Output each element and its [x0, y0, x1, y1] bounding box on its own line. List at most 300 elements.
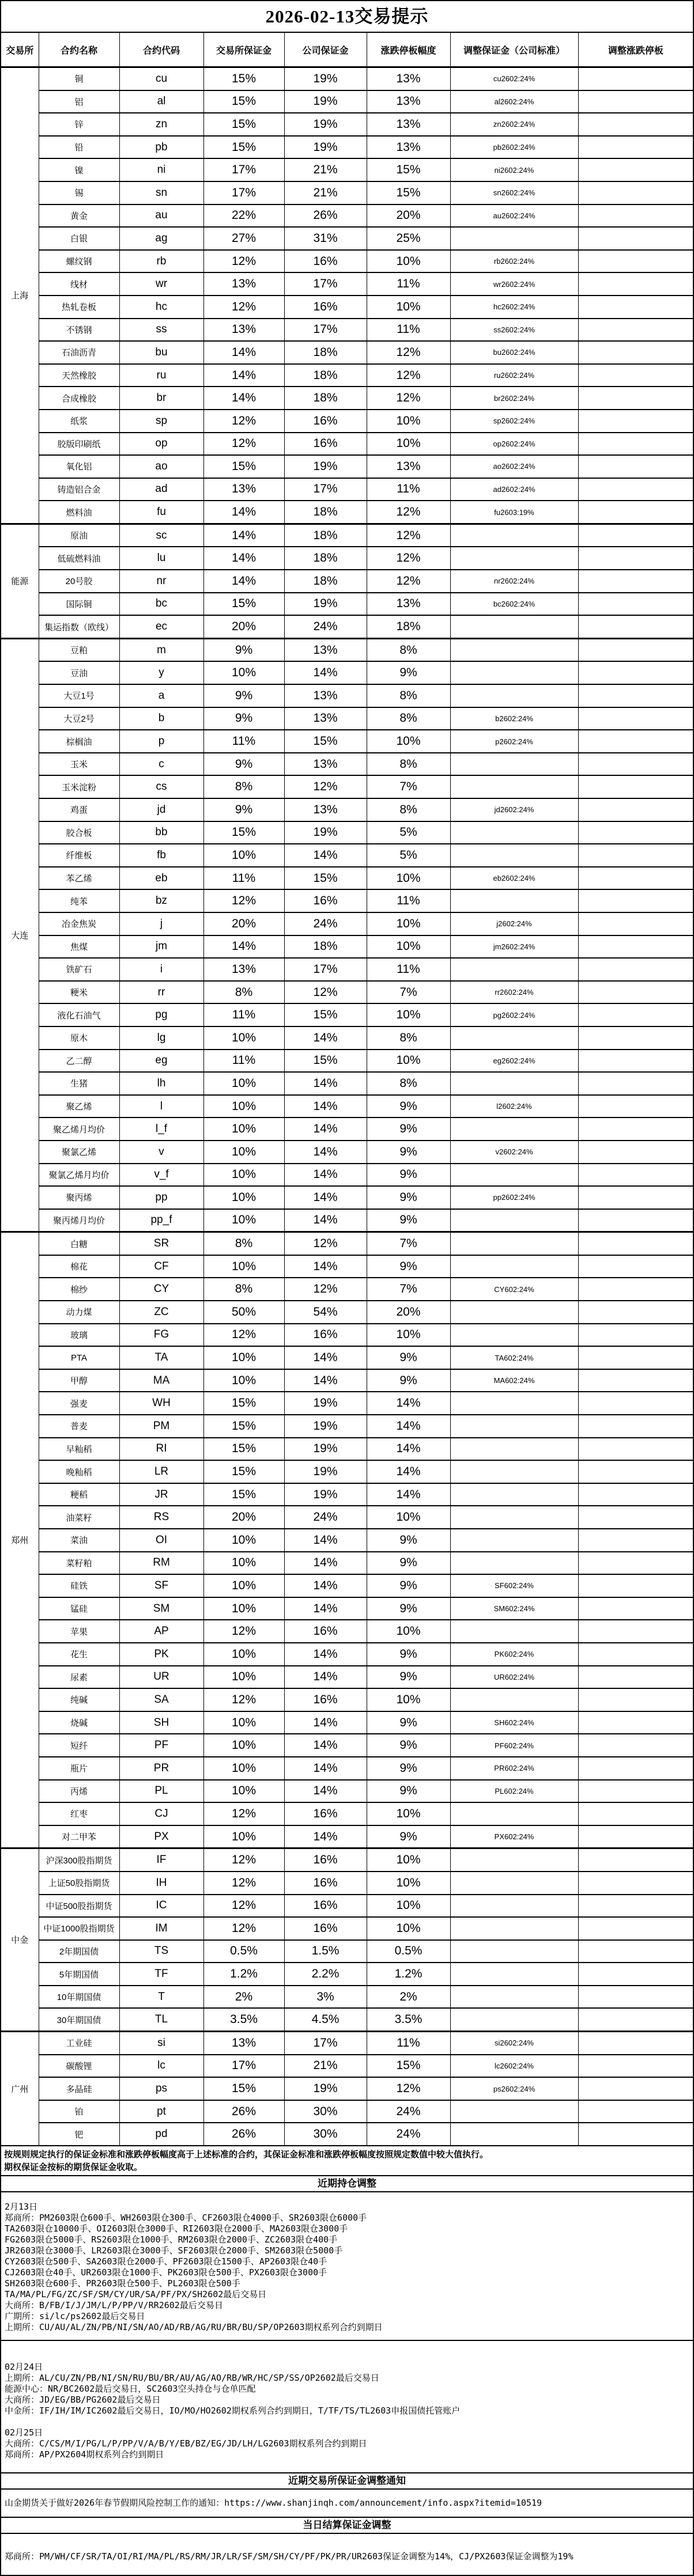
- company-margin: 16%: [284, 1917, 367, 1940]
- table-row: [1, 1324, 693, 1347]
- note-line: 大商所：JD/EG/BB/PG2602最后交易日: [5, 2395, 161, 2405]
- adjusted-margin: UR602:24%: [450, 1666, 578, 1689]
- table-row: [1, 341, 693, 364]
- exchange-margin: 12%: [203, 433, 284, 456]
- adjusted-price-limit: [578, 1186, 693, 1209]
- adjusted-margin: PF602:24%: [450, 1734, 578, 1757]
- contract-name: 玉米: [39, 753, 119, 776]
- contract-code: cu: [119, 67, 203, 90]
- price-limit: 10%: [367, 1848, 450, 1872]
- table-row: [1, 364, 693, 387]
- company-margin: 14%: [284, 1780, 367, 1803]
- price-limit: 9%: [367, 1529, 450, 1552]
- contract-code: sp: [119, 410, 203, 433]
- exchange-margin: 10%: [203, 1346, 284, 1369]
- adjusted-margin: [450, 775, 578, 798]
- table-row: [1, 1095, 693, 1118]
- contract-name: 乙二醇: [39, 1050, 119, 1073]
- note-line: FG2603限仓5000手、RS2603限仓1000手、RM2603限仓2000手、ZC2603限仓400手: [5, 2234, 338, 2245]
- table-row: [1, 1003, 693, 1026]
- price-limit: 14%: [367, 1415, 450, 1438]
- contract-name: 中证1000股指期货: [39, 1917, 119, 1940]
- adjusted-margin: [450, 2008, 578, 2031]
- note-line: JR2603限仓3000手、LR2603限仓3000手、SF2603限仓2000手、SM2603限仓5000手: [5, 2245, 343, 2256]
- adjusted-price-limit: [578, 2123, 693, 2146]
- table-row: [1, 1529, 693, 1552]
- contract-code: SM: [119, 1597, 203, 1620]
- contract-code: PL: [119, 1780, 203, 1803]
- price-limit: 5%: [367, 844, 450, 867]
- contract-name: 热轧卷板: [39, 296, 119, 319]
- exchange-label: 郑州: [1, 1232, 39, 1848]
- price-limit: 13%: [367, 67, 450, 90]
- contract-code: eg: [119, 1050, 203, 1073]
- adjusted-margin: au2602:24%: [450, 204, 578, 228]
- contract-code: lu: [119, 547, 203, 570]
- adjusted-price-limit: [578, 204, 693, 228]
- contract-name: 丙烯: [39, 1780, 119, 1803]
- contract-code: p: [119, 730, 203, 753]
- contract-code: CF: [119, 1255, 203, 1278]
- adjusted-margin: cu2602:24%: [450, 67, 578, 90]
- contract-name: 聚乙烯月均价: [39, 1117, 119, 1141]
- exchange-margin: 12%: [203, 1848, 284, 1872]
- adjusted-price-limit: [578, 1415, 693, 1438]
- price-limit: 5%: [367, 821, 450, 844]
- note-line: 郑商所：PM2603限仓600手、WH2603限仓300手、CF2603限仓4000手、SR2603限仓6000手: [5, 2213, 367, 2223]
- adjusted-margin: wr2602:24%: [450, 272, 578, 296]
- exchange-margin: 11%: [203, 1003, 284, 1026]
- exchange-margin: 11%: [203, 730, 284, 753]
- adjusted-margin: [450, 1392, 578, 1415]
- table-row: [1, 1255, 693, 1278]
- adjusted-price-limit: [578, 2032, 693, 2055]
- table-row: [1, 2077, 693, 2100]
- company-margin: 18%: [284, 501, 367, 524]
- company-margin: 14%: [284, 1164, 367, 1187]
- price-limit: 8%: [367, 1026, 450, 1050]
- adjusted-margin: pb2602:24%: [450, 136, 578, 159]
- table-row: [1, 1940, 693, 1963]
- price-limit: 12%: [367, 570, 450, 593]
- contract-code: ni: [119, 158, 203, 181]
- contract-name: 纯苯: [39, 889, 119, 912]
- adjusted-price-limit: [578, 1095, 693, 1118]
- adjusted-price-limit: [578, 593, 693, 616]
- note-line: TA2603限仓10000手、OI2603限仓3000手、RI2603限仓2000手、MA2603限仓3000手: [5, 2223, 348, 2234]
- contract-name: 豆油: [39, 661, 119, 684]
- price-limit: 10%: [367, 250, 450, 273]
- exchange-margin: 10%: [203, 1574, 284, 1597]
- exchange-margin: 12%: [203, 1895, 284, 1918]
- table-row: [1, 1117, 693, 1141]
- contract-name: 早籼稻: [39, 1438, 119, 1461]
- adjusted-price-limit: [578, 547, 693, 570]
- exchange-margin: 15%: [203, 1483, 284, 1506]
- price-limit: 10%: [367, 1872, 450, 1895]
- price-limit: 3.5%: [367, 2008, 450, 2031]
- price-limit: 20%: [367, 204, 450, 228]
- price-limit: 1.2%: [367, 1963, 450, 1986]
- exchange-margin: 1.2%: [203, 1963, 284, 1986]
- company-margin: 17%: [284, 478, 367, 501]
- contract-code: CY: [119, 1278, 203, 1301]
- adjusted-price-limit: [578, 2008, 693, 2031]
- contract-code: ec: [119, 615, 203, 638]
- adjusted-price-limit: [578, 272, 693, 296]
- section-band-settlement-margin-adjustment: 当日结算保证金调整: [1, 2517, 693, 2534]
- company-margin: 19%: [284, 1415, 367, 1438]
- adjusted-margin: ad2602:24%: [450, 478, 578, 501]
- company-margin: 13%: [284, 638, 367, 661]
- table-row: [1, 1757, 693, 1780]
- exchange-margin: 15%: [203, 821, 284, 844]
- adjusted-margin: ss2602:24%: [450, 319, 578, 342]
- table-row: [1, 684, 693, 707]
- price-limit: 20%: [367, 1301, 450, 1324]
- company-margin: 18%: [284, 570, 367, 593]
- price-limit: 9%: [367, 1711, 450, 1734]
- contract-name: 菜油: [39, 1529, 119, 1552]
- adjusted-margin: [450, 1917, 578, 1940]
- adjusted-price-limit: [578, 1483, 693, 1506]
- adjusted-margin: MA602:24%: [450, 1369, 578, 1392]
- contract-code: PR: [119, 1757, 203, 1780]
- price-limit: 11%: [367, 478, 450, 501]
- exchange-margin: 9%: [203, 798, 284, 821]
- company-margin: 15%: [284, 867, 367, 890]
- contract-name: 动力煤: [39, 1301, 119, 1324]
- adjusted-price-limit: [578, 410, 693, 433]
- contract-code: l: [119, 1095, 203, 1118]
- price-limit: 10%: [367, 1688, 450, 1711]
- adjusted-price-limit: [578, 1574, 693, 1597]
- contract-name: 普麦: [39, 1415, 119, 1438]
- exchange-label: 大连: [1, 638, 39, 1232]
- contract-name: 10年期国债: [39, 1986, 119, 2009]
- price-limit: 11%: [367, 889, 450, 912]
- contract-name: 30年期国债: [39, 2008, 119, 2031]
- company-margin: 16%: [284, 1872, 367, 1895]
- contract-code: ss: [119, 319, 203, 342]
- contract-code: hc: [119, 296, 203, 319]
- table-row: [1, 1802, 693, 1825]
- exchange-margin: 9%: [203, 753, 284, 776]
- price-limit: 24%: [367, 2100, 450, 2123]
- company-margin: 14%: [284, 1574, 367, 1597]
- price-limit: 7%: [367, 1278, 450, 1301]
- company-margin: 15%: [284, 1050, 367, 1073]
- price-limit: 14%: [367, 1392, 450, 1415]
- price-limit: 10%: [367, 410, 450, 433]
- table-row: [1, 227, 693, 250]
- company-margin: 14%: [284, 1117, 367, 1141]
- adjusted-margin: [450, 1415, 578, 1438]
- price-limit: 9%: [367, 1734, 450, 1757]
- adjusted-margin: ao2602:24%: [450, 455, 578, 478]
- adjusted-margin: [450, 753, 578, 776]
- footnote-line: 期权保证金按标的期货保证金收取。: [4, 2162, 143, 2173]
- contract-code: lc: [119, 2055, 203, 2078]
- table-row: [1, 889, 693, 912]
- table-row: [1, 158, 693, 181]
- contract-code: pb: [119, 136, 203, 159]
- price-limit: 8%: [367, 798, 450, 821]
- price-limit: 9%: [367, 1346, 450, 1369]
- note-gap: [5, 2416, 693, 2427]
- company-margin: 18%: [284, 935, 367, 959]
- contract-name: 天然橡胶: [39, 364, 119, 387]
- company-margin: 19%: [284, 1483, 367, 1506]
- table-row: [1, 1506, 693, 1529]
- contract-code: PX: [119, 1825, 203, 1848]
- exchange-margin: 10%: [203, 1711, 284, 1734]
- contract-name: 生猪: [39, 1072, 119, 1095]
- contract-code: wr: [119, 272, 203, 296]
- adjusted-price-limit: [578, 1209, 693, 1232]
- contract-code: sc: [119, 524, 203, 547]
- exchange-margin: 10%: [203, 1597, 284, 1620]
- adjusted-margin: [450, 1506, 578, 1529]
- adjusted-price-limit: [578, 615, 693, 638]
- contract-code: sn: [119, 181, 203, 204]
- adjusted-price-limit: [578, 1848, 693, 1872]
- contract-name: 聚乙烯: [39, 1095, 119, 1118]
- company-margin: 14%: [284, 1757, 367, 1780]
- price-limit: 12%: [367, 547, 450, 570]
- adjusted-price-limit: [578, 730, 693, 753]
- table-row: [1, 410, 693, 433]
- adjusted-price-limit: [578, 1872, 693, 1895]
- table-row: [1, 433, 693, 456]
- contract-name: 尿素: [39, 1666, 119, 1689]
- adjusted-margin: [450, 2123, 578, 2146]
- adjusted-margin: [450, 1552, 578, 1575]
- exchange-margin: 15%: [203, 593, 284, 616]
- adjusted-margin: bc2602:24%: [450, 593, 578, 616]
- contract-name: 大豆2号: [39, 707, 119, 730]
- table-row: [1, 2123, 693, 2146]
- note-block-settlement-margin: [1, 2534, 693, 2576]
- contract-name: 花生: [39, 1643, 119, 1666]
- exchange-margin: 10%: [203, 1757, 284, 1780]
- contract-code: ad: [119, 478, 203, 501]
- company-margin: 24%: [284, 615, 367, 638]
- adjusted-margin: [450, 615, 578, 638]
- note-line: 郑商所：PM/WH/CF/SR/TA/OI/RI/MA/PL/RS/RM/JR/LR/SF/SM/SH/CY/PF/PK/PR/UR2603保证金调整为14%，CJ/PX2603保证金调整为19%: [5, 2551, 574, 2562]
- adjusted-price-limit: [578, 1986, 693, 2009]
- contract-name: 豆粕: [39, 638, 119, 661]
- adjusted-margin: v2602:24%: [450, 1141, 578, 1164]
- adjusted-margin: ru2602:24%: [450, 364, 578, 387]
- table-row: [1, 1278, 693, 1301]
- price-limit: 9%: [367, 1164, 450, 1187]
- company-margin: 16%: [284, 1895, 367, 1918]
- table-row: [1, 1711, 693, 1734]
- exchange-margin: 10%: [203, 1780, 284, 1803]
- table-row: [1, 1643, 693, 1666]
- adjusted-price-limit: [578, 1734, 693, 1757]
- adjusted-price-limit: [578, 958, 693, 981]
- price-limit: 8%: [367, 707, 450, 730]
- exchange-margin: 26%: [203, 2100, 284, 2123]
- exchange-margin: 12%: [203, 296, 284, 319]
- company-margin: 12%: [284, 1232, 367, 1255]
- contract-code: bb: [119, 821, 203, 844]
- exchange-margin: 12%: [203, 1324, 284, 1347]
- adjusted-price-limit: [578, 455, 693, 478]
- contract-name: 聚氯乙烯: [39, 1141, 119, 1164]
- table-row: [1, 2032, 693, 2055]
- adjusted-margin: lc2602:24%: [450, 2055, 578, 2078]
- contract-name: 铁矿石: [39, 958, 119, 981]
- adjusted-margin: b2602:24%: [450, 707, 578, 730]
- contract-code: JR: [119, 1483, 203, 1506]
- exchange-margin: 10%: [203, 1643, 284, 1666]
- contract-code: cs: [119, 775, 203, 798]
- adjusted-margin: [450, 889, 578, 912]
- table-row: [1, 1483, 693, 1506]
- price-limit: 8%: [367, 684, 450, 707]
- table-row: [1, 958, 693, 981]
- exchange-margin: 20%: [203, 1506, 284, 1529]
- contract-name: 20号胶: [39, 570, 119, 593]
- exchange-margin: 10%: [203, 1369, 284, 1392]
- note-line: TA/MA/PL/FG/ZC/SF/SM/CY/UR/SA/PF/PX/SH2602最后交易日: [5, 2289, 267, 2300]
- table-row: [1, 1688, 693, 1711]
- company-margin: 13%: [284, 798, 367, 821]
- adjusted-margin: pp2602:24%: [450, 1186, 578, 1209]
- contract-code: TA: [119, 1346, 203, 1369]
- adjusted-price-limit: [578, 478, 693, 501]
- contract-code: SR: [119, 1232, 203, 1255]
- table-row: [1, 1460, 693, 1483]
- contract-name: 铅: [39, 136, 119, 159]
- adjusted-margin: [450, 684, 578, 707]
- exchange-margin: 11%: [203, 867, 284, 890]
- adjusted-price-limit: [578, 867, 693, 890]
- contract-name: 焦煤: [39, 935, 119, 959]
- contract-name: 多晶硅: [39, 2077, 119, 2100]
- adjusted-price-limit: [578, 981, 693, 1004]
- contract-name: 黄金: [39, 204, 119, 228]
- price-limit: 25%: [367, 227, 450, 250]
- contract-code: v_f: [119, 1164, 203, 1187]
- adjusted-margin: PK602:24%: [450, 1643, 578, 1666]
- adjusted-price-limit: [578, 1529, 693, 1552]
- contract-code: WH: [119, 1392, 203, 1415]
- contract-code: pd: [119, 2123, 203, 2146]
- adjusted-margin: sp2602:24%: [450, 410, 578, 433]
- contract-code: pp_f: [119, 1209, 203, 1232]
- adjusted-price-limit: [578, 158, 693, 181]
- exchange-margin: 10%: [203, 1026, 284, 1050]
- table-row: [1, 1026, 693, 1050]
- exchange-margin: 17%: [203, 181, 284, 204]
- column-header-1: 合约名称: [39, 33, 119, 67]
- contract-name: 燃料油: [39, 501, 119, 524]
- exchange-margin: 14%: [203, 547, 284, 570]
- adjusted-margin: [450, 1438, 578, 1461]
- exchange-margin: 12%: [203, 1620, 284, 1643]
- exchange-margin: 17%: [203, 158, 284, 181]
- contract-name: 集运指数（欧线）: [39, 615, 119, 638]
- note-line: 广期所：si/lc/ps2602最后交易日: [5, 2311, 145, 2322]
- company-margin: 16%: [284, 1324, 367, 1347]
- exchange-margin: 13%: [203, 319, 284, 342]
- contract-name: 中证500股指期货: [39, 1895, 119, 1918]
- company-margin: 14%: [284, 1095, 367, 1118]
- company-margin: 14%: [284, 1711, 367, 1734]
- table-row: [1, 1825, 693, 1848]
- adjusted-price-limit: [578, 1392, 693, 1415]
- table-row: [1, 455, 693, 478]
- exchange-margin: 10%: [203, 1186, 284, 1209]
- exchange-margin: 27%: [203, 227, 284, 250]
- exchange-margin: 10%: [203, 1666, 284, 1689]
- note-line: 大商所：B/FB/I/J/JM/L/P/PP/V/RR2602最后交易日: [5, 2300, 223, 2311]
- exchange-margin: 2%: [203, 1986, 284, 2009]
- contract-code: RI: [119, 1438, 203, 1461]
- adjusted-price-limit: [578, 661, 693, 684]
- contract-name: 玉米淀粉: [39, 775, 119, 798]
- note-line: 郑商所：AP/PX2604期权系列合约到期日: [5, 2449, 164, 2460]
- price-limit: 10%: [367, 935, 450, 959]
- price-limit: 9%: [367, 1255, 450, 1278]
- note-line: 能源中心：NR/BC2602最后交易日，SC2603空头持仓与仓单匹配: [5, 2384, 256, 2395]
- column-header-2: 合约代码: [119, 33, 203, 67]
- adjusted-price-limit: [578, 387, 693, 410]
- adjusted-price-limit: [578, 1825, 693, 1848]
- contract-code: SF: [119, 1574, 203, 1597]
- contract-name: 不锈钢: [39, 319, 119, 342]
- exchange-margin: 8%: [203, 1232, 284, 1255]
- contract-code: bc: [119, 593, 203, 616]
- header-row: [1, 33, 693, 67]
- price-limit: 10%: [367, 296, 450, 319]
- exchange-label: 中金: [1, 1848, 39, 2032]
- table-row: [1, 1986, 693, 2009]
- adjusted-price-limit: [578, 1026, 693, 1050]
- exchange-label: 上海: [1, 67, 39, 524]
- adjusted-margin: PX602:24%: [450, 1825, 578, 1848]
- price-limit: 14%: [367, 1438, 450, 1461]
- adjusted-price-limit: [578, 638, 693, 661]
- contract-code: zn: [119, 113, 203, 136]
- contract-code: y: [119, 661, 203, 684]
- exchange-margin: 12%: [203, 250, 284, 273]
- column-header-5: 涨跌停板幅度: [367, 33, 450, 67]
- company-margin: 30%: [284, 2123, 367, 2146]
- contract-code: RM: [119, 1552, 203, 1575]
- exchange-margin: 15%: [203, 1460, 284, 1483]
- exchange-margin: 9%: [203, 638, 284, 661]
- price-limit: 13%: [367, 455, 450, 478]
- table-row: [1, 1666, 693, 1689]
- note-line: 上期所：AL/CU/ZN/PB/NI/SN/RU/BU/BR/AU/AG/AO/RB/WR/HC/SP/SS/OP2602最后交易日: [5, 2373, 379, 2384]
- contract-code: lh: [119, 1072, 203, 1095]
- contract-name: 锌: [39, 113, 119, 136]
- price-limit: 15%: [367, 158, 450, 181]
- adjusted-margin: ni2602:24%: [450, 158, 578, 181]
- adjusted-margin: rr2602:24%: [450, 981, 578, 1004]
- exchange-margin: 0.5%: [203, 1940, 284, 1963]
- contract-code: ag: [119, 227, 203, 250]
- contract-code: IF: [119, 1848, 203, 1872]
- contract-code: IH: [119, 1872, 203, 1895]
- contract-name: 甲醇: [39, 1369, 119, 1392]
- price-limit: 10%: [367, 1917, 450, 1940]
